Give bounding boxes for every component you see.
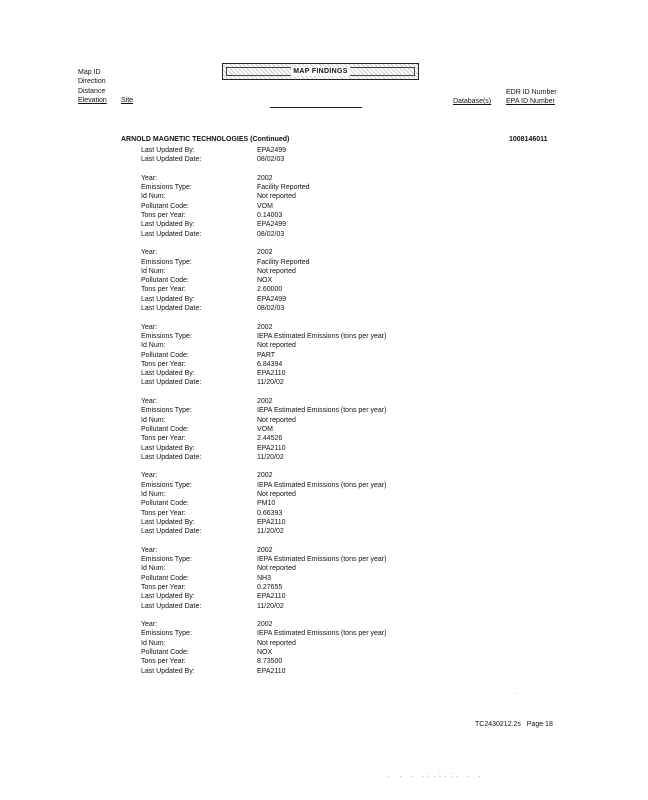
- field-value: 2002: [257, 249, 273, 257]
- record-row: [141, 276, 386, 285]
- banner-title: MAP FINDINGS: [293, 67, 348, 75]
- record-row: [141, 453, 386, 462]
- record-row: [141, 341, 386, 350]
- field-value: VOM: [257, 425, 273, 433]
- field-label: Last Updated Date:: [141, 379, 202, 387]
- field-value: 2002: [257, 398, 273, 406]
- record-row: [141, 378, 386, 387]
- field-label: Emissions Type:: [141, 184, 192, 192]
- record-row: [141, 369, 386, 378]
- field-label: Id Num:: [141, 342, 166, 350]
- record-row: [141, 481, 386, 490]
- map-id-label: Map ID: [78, 69, 101, 76]
- record-row: [141, 583, 386, 592]
- field-label: Year:: [141, 174, 158, 182]
- record-row: [141, 527, 386, 536]
- record-row: [141, 295, 386, 304]
- field-label: Id Num:: [141, 639, 166, 647]
- field-value: Not reported: [257, 639, 296, 647]
- field-label: Emissions Type:: [141, 481, 192, 489]
- record-row: [141, 360, 386, 369]
- record-row: [141, 406, 386, 415]
- record-spacer: [141, 611, 386, 620]
- field-value: PART: [257, 351, 276, 359]
- field-label: Last Updated By:: [141, 518, 195, 526]
- field-value: EPA2110: [257, 593, 286, 601]
- record-row: [141, 564, 386, 573]
- field-label: Pollutant Code:: [141, 351, 189, 359]
- field-label: Last Updated Date:: [141, 602, 202, 610]
- field-value: 11/20/02: [257, 379, 284, 387]
- emissions-records: [141, 146, 386, 676]
- field-label: Emissions Type:: [141, 556, 192, 564]
- field-value: IEPA Estimated Emissions (tons per year): [257, 556, 387, 564]
- record-row: [141, 648, 386, 657]
- field-value: 0.66393: [257, 509, 283, 517]
- field-label: Id Num:: [141, 565, 166, 573]
- field-label: Pollutant Code:: [141, 574, 189, 582]
- field-value: 2.44526: [257, 435, 283, 443]
- field-value: Not reported: [257, 490, 296, 498]
- field-value: 8.73500: [257, 658, 283, 666]
- record-row: [141, 267, 386, 276]
- record-spacer: [141, 165, 386, 174]
- field-value: NOX: [257, 277, 273, 285]
- page-footer: [475, 720, 553, 729]
- field-value: EPA2499: [257, 147, 287, 154]
- field-label: Last Updated Date:: [141, 528, 202, 536]
- field-value: NH3: [257, 574, 272, 582]
- field-label: Year:: [141, 323, 158, 331]
- field-value: Not reported: [257, 565, 296, 573]
- record-row: [141, 546, 386, 555]
- site-label: Site: [121, 97, 134, 104]
- field-label: Tons per Year:: [141, 360, 186, 368]
- field-value: 6.84394: [257, 360, 283, 368]
- record-row: [141, 146, 386, 155]
- field-label: Last Updated By:: [141, 295, 195, 303]
- record-spacer: [141, 239, 386, 248]
- field-label: Tons per Year:: [141, 583, 186, 591]
- field-label: Tons per Year:: [141, 212, 186, 220]
- field-label: Last Updated Date:: [141, 230, 202, 238]
- scan-dots: . . . .:.:.:. . .: [388, 773, 485, 779]
- record-row: [141, 174, 386, 183]
- field-value: 11/20/02: [257, 453, 284, 461]
- edr-header-labels: [506, 88, 557, 107]
- field-label: Id Num:: [141, 267, 166, 275]
- map-findings-banner: [222, 63, 419, 80]
- field-label: Tons per Year:: [141, 435, 186, 443]
- field-label: Year:: [141, 546, 158, 554]
- field-value: EPA2499: [257, 295, 287, 303]
- record-row: [141, 192, 386, 201]
- field-label: Year:: [141, 249, 158, 257]
- field-value: EPA2110: [257, 667, 286, 675]
- field-label: Last Updated Date:: [141, 453, 202, 461]
- record-row: [141, 211, 386, 220]
- record-row: [141, 323, 386, 332]
- field-label: Last Updated By:: [141, 593, 195, 601]
- field-label: Emissions Type:: [141, 258, 192, 266]
- field-label: Id Num:: [141, 416, 166, 424]
- field-value: EPA2110: [257, 444, 286, 452]
- footer-page-number: Page 18: [526, 721, 553, 728]
- field-value: 11/20/02: [257, 602, 284, 610]
- field-value: 0.14003: [257, 212, 283, 220]
- record-row: [141, 471, 386, 480]
- field-value: Facility Reported: [257, 184, 310, 192]
- record-row: [141, 490, 386, 499]
- field-value: 2002: [257, 621, 273, 629]
- edr-id-number-label: EDR ID Number: [506, 89, 557, 96]
- record-row: [141, 639, 386, 648]
- record-row: [141, 499, 386, 508]
- field-value: Not reported: [257, 416, 296, 424]
- elevation-label: Elevation: [78, 96, 107, 104]
- field-label: Last Updated By:: [141, 221, 195, 229]
- field-value: IEPA Estimated Emissions (tons per year): [257, 481, 387, 489]
- record-row: [141, 304, 386, 313]
- field-value: Facility Reported: [257, 258, 310, 266]
- field-value: 08/02/03: [257, 305, 285, 313]
- field-value: 2.60000: [257, 286, 283, 294]
- field-label: Year:: [141, 398, 158, 406]
- banner-frame: [226, 67, 415, 76]
- field-label: Id Num:: [141, 193, 166, 201]
- banner-divider: [270, 107, 362, 108]
- record-row: [141, 351, 386, 360]
- company-name: ARNOLD MAGNETIC TECHNOLOGIES (Continued): [121, 136, 290, 143]
- field-label: Emissions Type:: [141, 407, 192, 415]
- record-row: [141, 425, 386, 434]
- field-label: Emissions Type:: [141, 630, 192, 638]
- field-value: IEPA Estimated Emissions (tons per year): [257, 630, 387, 638]
- field-label: Id Num:: [141, 490, 166, 498]
- field-value: 08/02/03: [257, 230, 285, 238]
- field-value: NOX: [257, 649, 273, 657]
- footer-doc-id: TC2430212.2s: [475, 721, 521, 728]
- field-label: Last Updated Date:: [141, 305, 202, 313]
- record-row: [141, 416, 386, 425]
- field-value: 2002: [257, 546, 273, 554]
- database-label: Database(s): [453, 98, 492, 105]
- field-label: Tons per Year:: [141, 509, 186, 517]
- record-row: [141, 555, 386, 564]
- field-value: EPA2110: [257, 518, 286, 526]
- record-row: [141, 620, 386, 629]
- record-row: [141, 183, 386, 192]
- field-label: Year:: [141, 472, 158, 480]
- direction-label: Direction: [78, 78, 106, 86]
- record-row: [141, 285, 386, 294]
- field-label: Pollutant Code:: [141, 500, 189, 508]
- field-value: 2002: [257, 174, 273, 182]
- field-value: VOM: [257, 202, 273, 210]
- field-label: Last Updated By:: [141, 147, 195, 154]
- field-value: PM10: [257, 500, 276, 508]
- field-value: IEPA Estimated Emissions (tons per year): [257, 332, 387, 340]
- record-row: [141, 248, 386, 257]
- field-value: Not reported: [257, 342, 296, 350]
- record-row: [141, 518, 386, 527]
- field-value: 08/02/03: [257, 156, 285, 164]
- record-row: [141, 629, 386, 638]
- record-spacer: [141, 313, 386, 322]
- field-label: Pollutant Code:: [141, 425, 189, 433]
- field-label: Pollutant Code:: [141, 277, 189, 285]
- field-value: EPA2110: [257, 370, 286, 378]
- field-label: Last Updated Date:: [141, 156, 202, 164]
- record-row: [141, 258, 386, 267]
- record-row: [141, 667, 386, 676]
- record-row: [141, 574, 386, 583]
- field-label: Year:: [141, 621, 158, 629]
- field-value: Not reported: [257, 267, 296, 275]
- record-row: [141, 509, 386, 518]
- field-value: 0.27655: [257, 583, 283, 591]
- distance-label: Distance: [78, 87, 106, 95]
- scan-speck: ·: [516, 691, 518, 697]
- field-label: Last Updated By:: [141, 444, 195, 452]
- field-value: 2002: [257, 323, 273, 331]
- field-value: 2002: [257, 472, 273, 480]
- record-row: [141, 332, 386, 341]
- field-label: Pollutant Code:: [141, 649, 189, 657]
- record-row: [141, 202, 386, 211]
- map-header-labels: [78, 68, 107, 105]
- record-spacer: [141, 388, 386, 397]
- field-label: Pollutant Code:: [141, 202, 189, 210]
- field-label: Last Updated By:: [141, 370, 195, 378]
- field-value: EPA2499: [257, 221, 287, 229]
- record-spacer: [141, 536, 386, 545]
- field-value: Not reported: [257, 193, 296, 201]
- record-row: [141, 434, 386, 443]
- record-row: [141, 602, 386, 611]
- record-row: [141, 592, 386, 601]
- field-label: Last Updated By:: [141, 667, 195, 675]
- field-value: IEPA Estimated Emissions (tons per year): [257, 407, 387, 415]
- record-row: [141, 230, 386, 239]
- field-label: Emissions Type:: [141, 332, 192, 340]
- record-row: [141, 397, 386, 406]
- edr-id-value: 1008146011: [509, 136, 548, 143]
- record-spacer: [141, 462, 386, 471]
- epa-id-number-label: EPA ID Number: [506, 98, 555, 106]
- record-row: [141, 444, 386, 453]
- record-row: [141, 657, 386, 666]
- record-row: [141, 220, 386, 229]
- field-value: 11/20/02: [257, 528, 284, 536]
- field-label: Tons per Year:: [141, 286, 186, 294]
- record-row: [141, 155, 386, 164]
- field-label: Tons per Year:: [141, 658, 186, 666]
